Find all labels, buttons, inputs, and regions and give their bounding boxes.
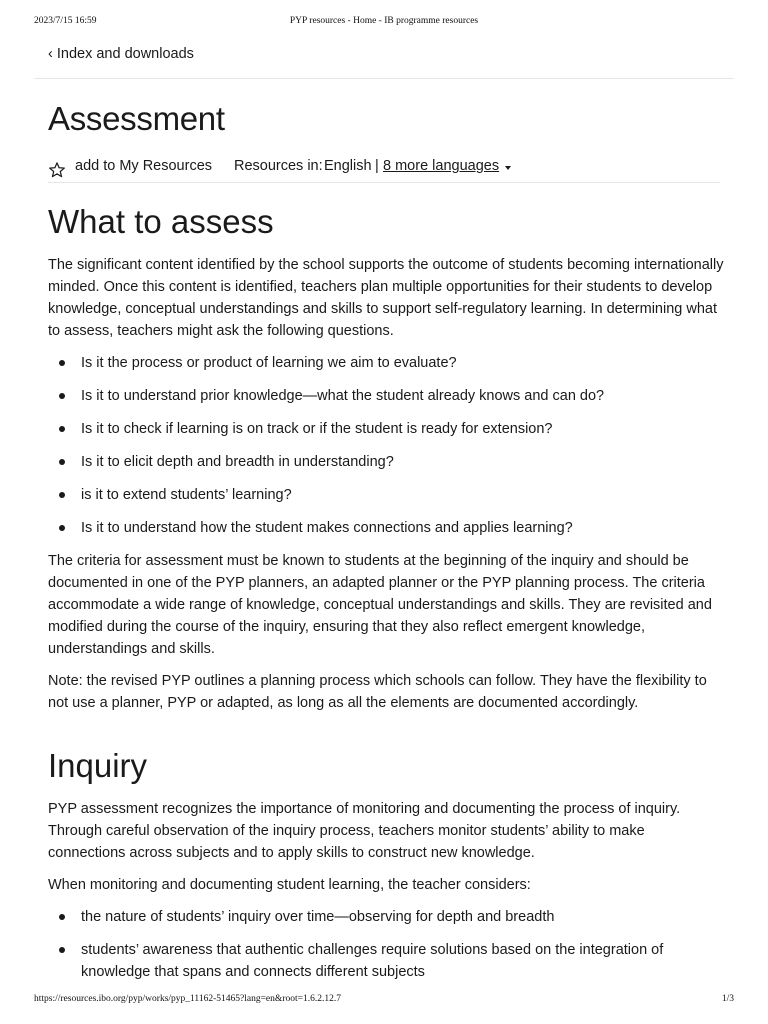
paragraph-intro: The significant content identified by the school supports the outcome of students becoming internationally minded. Once this content is identified, teachers plan multiple opportunities for their students to develop knowledge, conceptual understandings and skills to support self-regulatory learning. In determining what to assess, teachers might ask the following questions.: [48, 257, 724, 339]
list-item: Is it to check if learning is on track or if the student is ready for extension?: [48, 418, 724, 440]
questions-list: [48, 352, 724, 539]
print-datetime: 2023/7/15 16:59: [34, 16, 97, 26]
list-item: Is it to understand how the student makes connections and applies learning?: [48, 517, 724, 539]
print-header: [34, 16, 734, 30]
print-page-title: PYP resources - Home - IB programme resources: [289, 16, 479, 26]
paragraph-inquiry-intro: PYP assessment recognizes the importance of monitoring and documenting the process of inquiry. Through careful observation of the inquiry process, teachers monitor students’ ability to make connections across subjects and to apply skills to construct new knowledge.: [48, 801, 681, 861]
section-heading-inquiry: Inquiry: [48, 747, 148, 784]
more-languages-dropdown[interactable]: 8 more languages: [383, 158, 500, 174]
print-footer: [34, 994, 734, 1008]
list-item: is it to extend students’ learning?: [48, 484, 724, 506]
resource-toolbar: [48, 157, 720, 181]
list-item: the nature of students’ inquiry over time—observing for depth and breadth: [48, 906, 724, 928]
list-item: students’ awareness that authentic challenges require solutions based on the integration of knowledge that spans and connects different subjects: [48, 939, 724, 983]
list-item: Is it to elicit depth and breadth in understanding?: [48, 451, 724, 473]
paragraph-inquiry-lead: When monitoring and documenting student learning, the teacher considers:: [48, 877, 531, 893]
chevron-down-icon[interactable]: [505, 166, 511, 170]
star-outline-icon[interactable]: [48, 161, 66, 179]
article-content: [48, 200, 724, 994]
divider: [48, 182, 720, 183]
separator: |: [375, 158, 379, 174]
page-title: Assessment: [48, 100, 225, 137]
resources-in-label: Resources in:: [234, 158, 323, 174]
print-url: https://resources.ibo.org/pyp/works/pyp_11162-51465?lang=en&root=1.6.2.12.7: [34, 994, 341, 1004]
list-item: Is it to understand prior knowledge—what the student already knows and can do?: [48, 385, 724, 407]
add-to-my-resources-button[interactable]: add to My Resources: [75, 158, 213, 174]
considerations-list: [48, 906, 724, 983]
section-heading-what-to-assess: What to assess: [48, 203, 274, 240]
paragraph-note: Note: the revised PYP outlines a planning process which schools can follow. They have the flexibility to not use a planner, PYP or adapted, as long as all the elements are documented accordingly.: [48, 673, 707, 711]
paragraph-criteria: The criteria for assessment must be known to students at the beginning of the inquiry and should be documented in one of the PYP planners, an adapted planner or the PYP planning process. The criteria accommodate a wide range of knowledge, conceptual understandings and skills. They are revisited and modified during the course of the inquiry, ensuring that they also reflect emergent knowledge, understandings and skills.: [48, 553, 712, 657]
divider: [34, 78, 734, 79]
print-page-number: 1/3: [721, 994, 734, 1004]
back-to-index-link[interactable]: ‹ Index and downloads: [48, 46, 194, 62]
list-item: Is it the process or product of learning we aim to evaluate?: [48, 352, 724, 374]
current-language: English: [324, 158, 372, 174]
